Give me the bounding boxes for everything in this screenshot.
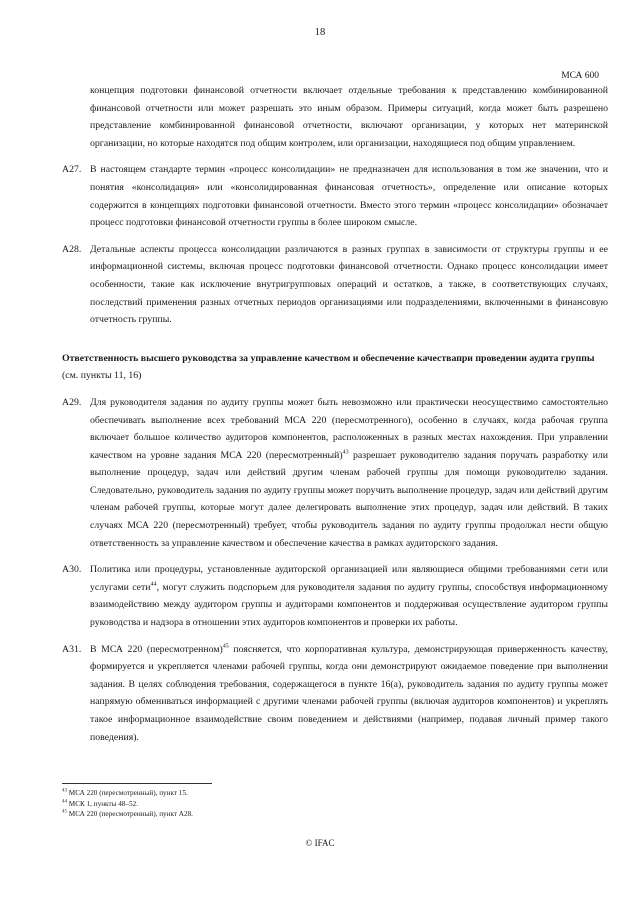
section-heading-ref: (см. пункты 11, 16) — [62, 370, 142, 382]
footnote-ref[interactable]: 45 — [222, 643, 229, 650]
footnote-text: МСА 220 (пересмотренный), пункт 15. — [68, 789, 188, 797]
standard-reference: МСА 600 — [561, 71, 599, 81]
paragraph-text-cont: поясняется, что корпоративная культура, демонстрирующая приверженность качеству, формируется и укрепляется членами рабочей группы, когда они демонстрируют ожидаемое поведение при выполнении задания. В целях соблюдения требования, содержащегося в пункте 16(а), руководитель задания по аудиту группы может напрямую обмениваться информацией с другими членами рабочей группы (включая аудиторов компонентов) и укреплять такое информационное взаимодействие своим поведением и действиями (например, подавая личный пример такого поведения). — [90, 643, 608, 743]
footnote-ref[interactable]: 44 — [150, 581, 157, 588]
paragraph-text: Политика или процедуры, установленные аудиторской организацией или являющиеся общими требованиями сети или услугами сети — [90, 564, 608, 593]
paragraph-text-cont: , могут служить подспорьем для руководителя задания по аудиту группы, способствуя информационному взаимодействию между аудитором группы и аудиторами компонентов и поддерживая осуществление аудитором группы руководства и надзора в отношении этих аудиторов компонентов и проверки их работы. — [90, 581, 608, 629]
paragraph-text-cont: разрешает руководителю задания поручать разработку или выполнение процедур, задач или действий другим членам рабочей группы для помощи руководителю задания. Следовательно, руководитель задания по аудиту группы может поручить выполнение процедур, задач или действий другим членам рабочей группы, которые могут далее делегировать выполнение этих процедур, задач или действий. В таких случаях МСА 220 (пересмотренный) требует, чтобы руководитель задания по аудиту группы продолжал нести общую ответственность за управление качеством и обеспечение качества в рамках аудиторского задания. — [90, 449, 608, 549]
paragraph-number: A28. — [62, 243, 82, 255]
footnote-item — [62, 809, 362, 820]
paragraph-a31 — [62, 641, 608, 747]
page-number: 18 — [314, 27, 326, 38]
copyright-footer: © IFAC — [305, 838, 335, 848]
section-heading — [62, 350, 608, 385]
paragraph-number: A29. — [62, 396, 82, 408]
paragraph-a27 — [62, 161, 608, 231]
paragraph-text: Детальные аспекты процесса консолидации различаются в разных группах в зависимости от структуры группы и ее информационной системы, включая процесс подготовки финансовой отчетности. Однако процесс консолидации имеет особенности, такие как исключение внутригрупповых операций и остатков, а также, в соответствующих случаях, последствий применения разных отчетных периодов организациями или подразделениями, включенными в финансовую отчетность группы. — [90, 243, 608, 326]
footnote-number: 44 — [62, 799, 67, 805]
paragraph-number: A31. — [62, 643, 82, 655]
continuation-text: концепция подготовки финансовой отчетности включает отдельные требования к представлению комбинированной финансовой отчетности или может разрешать это иным образом. Примеры ситуаций, когда может быть разрешено представление комбинированной финансовой отчетности, включают организации, у которых нет материнской организации, но которые находятся под общим контролем, или организации, находящиеся под общим управлением. — [90, 85, 608, 149]
footnote-number: 43 — [62, 788, 67, 794]
paragraph-a28 — [62, 241, 608, 329]
section-heading-title: Ответственность высшего руководства за управление качеством и обеспечение качествапри проведении аудита группы — [62, 352, 595, 364]
main-content — [62, 82, 608, 746]
paragraph-text: Для руководителя задания по аудиту группы может быть невозможно или практически неосуществимо самостоятельно обеспечивать выполнение всех требований МСА 220 (пересмотренного), особенно в случаях, когда рабочая группа включает большое количество аудиторов компонентов, расположенных в разных местах нахождения. При управлении качеством на уровне задания МСА 220 (пересмотренный) — [90, 396, 608, 461]
paragraph-text: В настоящем стандарте термин «процесс консолидации» не предназначен для использования в том же значении, что и понятия «консолидация» или «консолидированная финансовая отчетность», определение или описание которых содержится в концепциях подготовки финансовой отчетности. Вместо этого термин «процесс консолидации» обозначает процесс подготовки финансовой отчетности группы в более широком смысле. — [90, 164, 608, 229]
continuation-paragraph — [62, 82, 608, 152]
footnote-divider — [62, 783, 212, 784]
footnote-text: МСА 220 (пересмотренный), пункт A28. — [68, 810, 193, 818]
footnote-item — [62, 799, 362, 810]
footnote-number: 45 — [62, 809, 67, 815]
paragraph-number: A30. — [62, 564, 82, 576]
footnotes — [62, 788, 362, 820]
footnote-item — [62, 788, 362, 799]
footnote-ref[interactable]: 43 — [342, 449, 349, 456]
paragraph-text: В МСА 220 (пересмотренном) — [90, 643, 223, 655]
paragraph-number: A27. — [62, 164, 82, 176]
paragraph-a29 — [62, 394, 608, 552]
paragraph-a30 — [62, 561, 608, 631]
footnote-text: МСК 1, пункты 48–52. — [68, 799, 138, 808]
